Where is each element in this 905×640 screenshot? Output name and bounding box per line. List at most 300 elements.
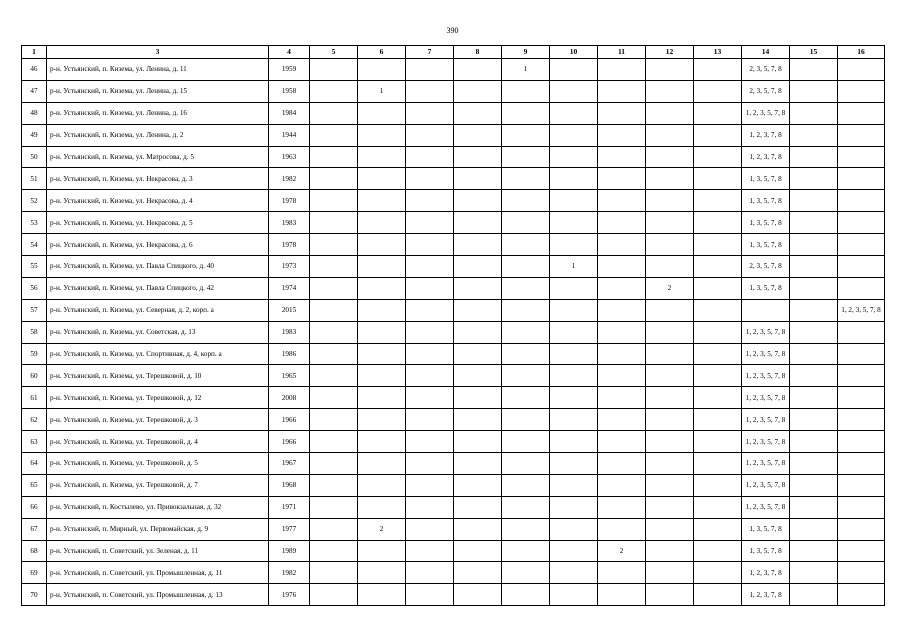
- col10-cell: [550, 584, 598, 606]
- col12-cell: [646, 584, 694, 606]
- table-row: [22, 168, 885, 190]
- col16-cell: [838, 387, 885, 409]
- table-row: [22, 124, 885, 146]
- row-number-cell: 66: [22, 496, 47, 518]
- col10-cell: 1: [550, 256, 598, 278]
- col13-cell: [694, 562, 742, 584]
- col10-cell: [550, 343, 598, 365]
- row-number-cell: 63: [22, 431, 47, 453]
- col11-cell: [598, 168, 646, 190]
- col7-cell: [406, 80, 454, 102]
- col14-cell: 1, 2, 3, 5, 7, 8: [742, 474, 790, 496]
- col14-cell: 1, 2, 3, 5, 7, 8: [742, 496, 790, 518]
- col6-cell: [358, 321, 406, 343]
- year-cell: 1971: [269, 496, 310, 518]
- col6-cell: [358, 562, 406, 584]
- col7-cell: [406, 453, 454, 475]
- col13-cell: [694, 277, 742, 299]
- table-row: [22, 146, 885, 168]
- col13-cell: [694, 496, 742, 518]
- col10-cell: [550, 453, 598, 475]
- col6-cell: [358, 540, 406, 562]
- col12-cell: [646, 387, 694, 409]
- col11-cell: [598, 496, 646, 518]
- housing-register-table: [21, 45, 885, 606]
- col6-cell: [358, 409, 406, 431]
- col15-cell: [790, 168, 838, 190]
- table-row: [22, 299, 885, 321]
- col11-cell: [598, 409, 646, 431]
- col6-cell: [358, 387, 406, 409]
- col14-cell: 1, 3, 5, 7, 8: [742, 234, 790, 256]
- col14-cell: 1, 3, 5, 7, 8: [742, 190, 790, 212]
- col12-cell: [646, 453, 694, 475]
- address-cell: р-н. Устьянский, п. Кизема, ул. Ленина, д. 2: [47, 124, 269, 146]
- address-cell: р-н. Устьянский, п. Кизема, ул. Павла Спицкого, д. 40: [47, 256, 269, 278]
- col13-cell: [694, 387, 742, 409]
- col7-cell: [406, 365, 454, 387]
- col12-cell: [646, 299, 694, 321]
- col15-cell: [790, 474, 838, 496]
- col7-cell: [406, 518, 454, 540]
- col13-cell: [694, 80, 742, 102]
- col6-cell: [358, 168, 406, 190]
- column-header: 10: [550, 46, 598, 59]
- col6-cell: [358, 212, 406, 234]
- row-number-cell: 48: [22, 102, 47, 124]
- col11-cell: [598, 584, 646, 606]
- col7-cell: [406, 277, 454, 299]
- col7-cell: [406, 496, 454, 518]
- col8-cell: [454, 540, 502, 562]
- table-row: [22, 562, 885, 584]
- col7-cell: [406, 409, 454, 431]
- col8-cell: [454, 124, 502, 146]
- col5-cell: [310, 496, 358, 518]
- col6-cell: 1: [358, 80, 406, 102]
- row-number-cell: 52: [22, 190, 47, 212]
- col8-cell: [454, 343, 502, 365]
- col11-cell: [598, 387, 646, 409]
- col9-cell: [502, 256, 550, 278]
- col7-cell: [406, 124, 454, 146]
- col16-cell: [838, 212, 885, 234]
- year-cell: 1966: [269, 409, 310, 431]
- col9-cell: [502, 190, 550, 212]
- col13-cell: [694, 431, 742, 453]
- address-cell: р-н. Устьянский, п. Кизема, ул. Ленина, д. 11: [47, 59, 269, 81]
- col14-cell: [742, 299, 790, 321]
- col5-cell: [310, 321, 358, 343]
- table-row: [22, 343, 885, 365]
- table-row: [22, 234, 885, 256]
- col8-cell: [454, 562, 502, 584]
- address-cell: р-н. Устьянский, п. Костылево, ул. Привокзальная, д. 32: [47, 496, 269, 518]
- col14-cell: 1, 2, 3, 5, 7, 8: [742, 102, 790, 124]
- table-header-row: [22, 46, 885, 59]
- col16-cell: [838, 168, 885, 190]
- col16-cell: [838, 234, 885, 256]
- address-cell: р-н. Устьянский, п. Кизема, ул. Терешковой, д. 7: [47, 474, 269, 496]
- col15-cell: [790, 102, 838, 124]
- col6-cell: [358, 365, 406, 387]
- col12-cell: 2: [646, 277, 694, 299]
- col7-cell: [406, 102, 454, 124]
- col11-cell: [598, 190, 646, 212]
- col12-cell: [646, 146, 694, 168]
- col9-cell: [502, 277, 550, 299]
- year-cell: 1967: [269, 453, 310, 475]
- col6-cell: [358, 102, 406, 124]
- col5-cell: [310, 256, 358, 278]
- col16-cell: [838, 190, 885, 212]
- col16-cell: [838, 256, 885, 278]
- col10-cell: [550, 518, 598, 540]
- address-cell: р-н. Устьянский, п. Кизема, ул. Советская, д. 13: [47, 321, 269, 343]
- col13-cell: [694, 102, 742, 124]
- col13-cell: [694, 584, 742, 606]
- col12-cell: [646, 124, 694, 146]
- col13-cell: [694, 212, 742, 234]
- col5-cell: [310, 365, 358, 387]
- col6-cell: [358, 59, 406, 81]
- col12-cell: [646, 343, 694, 365]
- year-cell: 1963: [269, 146, 310, 168]
- table-row: [22, 409, 885, 431]
- col8-cell: [454, 212, 502, 234]
- col15-cell: [790, 518, 838, 540]
- col5-cell: [310, 540, 358, 562]
- col9-cell: [502, 321, 550, 343]
- col10-cell: [550, 190, 598, 212]
- col15-cell: [790, 343, 838, 365]
- col11-cell: [598, 59, 646, 81]
- col8-cell: [454, 387, 502, 409]
- col11-cell: [598, 365, 646, 387]
- table-row: [22, 365, 885, 387]
- col10-cell: [550, 321, 598, 343]
- col9-cell: [502, 409, 550, 431]
- col7-cell: [406, 584, 454, 606]
- col15-cell: [790, 256, 838, 278]
- column-header: 1: [22, 46, 47, 59]
- col13-cell: [694, 453, 742, 475]
- col14-cell: 1, 2, 3, 5, 7, 8: [742, 409, 790, 431]
- col5-cell: [310, 102, 358, 124]
- column-header: 6: [358, 46, 406, 59]
- year-cell: 1983: [269, 212, 310, 234]
- col15-cell: [790, 562, 838, 584]
- col9-cell: [502, 474, 550, 496]
- col13-cell: [694, 299, 742, 321]
- col11-cell: 2: [598, 540, 646, 562]
- col7-cell: [406, 387, 454, 409]
- col8-cell: [454, 190, 502, 212]
- col5-cell: [310, 277, 358, 299]
- table-row: [22, 431, 885, 453]
- address-cell: р-н. Устьянский, п. Кизема, ул. Терешковой, д. 12: [47, 387, 269, 409]
- col12-cell: [646, 168, 694, 190]
- col8-cell: [454, 584, 502, 606]
- col10-cell: [550, 496, 598, 518]
- col8-cell: [454, 277, 502, 299]
- col7-cell: [406, 321, 454, 343]
- column-header: 12: [646, 46, 694, 59]
- col16-cell: [838, 562, 885, 584]
- col5-cell: [310, 124, 358, 146]
- col7-cell: [406, 146, 454, 168]
- col5-cell: [310, 562, 358, 584]
- col9-cell: [502, 124, 550, 146]
- col8-cell: [454, 474, 502, 496]
- col12-cell: [646, 409, 694, 431]
- col8-cell: [454, 431, 502, 453]
- row-number-cell: 55: [22, 256, 47, 278]
- col9-cell: [502, 518, 550, 540]
- col16-cell: [838, 102, 885, 124]
- col16-cell: [838, 453, 885, 475]
- address-cell: р-н. Устьянский, п. Советский, ул. Промышленная, д. 11: [47, 562, 269, 584]
- col5-cell: [310, 431, 358, 453]
- col14-cell: 1, 2, 3, 5, 7, 8: [742, 387, 790, 409]
- row-number-cell: 47: [22, 80, 47, 102]
- table-row: [22, 256, 885, 278]
- table-row: [22, 190, 885, 212]
- col12-cell: [646, 540, 694, 562]
- address-cell: р-н. Устьянский, п. Кизема, ул. Некрасова, д. 5: [47, 212, 269, 234]
- year-cell: 2015: [269, 299, 310, 321]
- year-cell: 1982: [269, 562, 310, 584]
- col10-cell: [550, 124, 598, 146]
- col13-cell: [694, 59, 742, 81]
- col9-cell: [502, 540, 550, 562]
- year-cell: 1958: [269, 80, 310, 102]
- address-cell: р-н. Устьянский, п. Кизема, ул. Павла Спицкого, д. 42: [47, 277, 269, 299]
- col10-cell: [550, 409, 598, 431]
- col15-cell: [790, 409, 838, 431]
- col8-cell: [454, 102, 502, 124]
- col6-cell: [358, 474, 406, 496]
- col8-cell: [454, 146, 502, 168]
- col8-cell: [454, 299, 502, 321]
- col5-cell: [310, 474, 358, 496]
- row-number-cell: 61: [22, 387, 47, 409]
- col12-cell: [646, 234, 694, 256]
- year-cell: 1966: [269, 431, 310, 453]
- col16-cell: [838, 59, 885, 81]
- col11-cell: [598, 562, 646, 584]
- year-cell: 1978: [269, 190, 310, 212]
- col11-cell: [598, 321, 646, 343]
- col12-cell: [646, 321, 694, 343]
- year-cell: 1968: [269, 474, 310, 496]
- col10-cell: [550, 212, 598, 234]
- year-cell: 1976: [269, 584, 310, 606]
- col12-cell: [646, 496, 694, 518]
- col14-cell: 1, 3, 5, 7, 8: [742, 212, 790, 234]
- column-header: 5: [310, 46, 358, 59]
- row-number-cell: 67: [22, 518, 47, 540]
- col10-cell: [550, 431, 598, 453]
- col9-cell: [502, 102, 550, 124]
- col16-cell: [838, 80, 885, 102]
- row-number-cell: 49: [22, 124, 47, 146]
- col12-cell: [646, 518, 694, 540]
- col7-cell: [406, 212, 454, 234]
- col12-cell: [646, 59, 694, 81]
- col10-cell: [550, 540, 598, 562]
- col12-cell: [646, 212, 694, 234]
- col13-cell: [694, 168, 742, 190]
- year-cell: 1944: [269, 124, 310, 146]
- table-row: [22, 584, 885, 606]
- col7-cell: [406, 562, 454, 584]
- col8-cell: [454, 518, 502, 540]
- col14-cell: 1, 3, 5, 7, 8: [742, 540, 790, 562]
- col7-cell: [406, 190, 454, 212]
- table-row: [22, 321, 885, 343]
- col13-cell: [694, 540, 742, 562]
- col9-cell: [502, 562, 550, 584]
- col7-cell: [406, 234, 454, 256]
- address-cell: р-н. Устьянский, п. Кизема, ул. Некрасова, д. 4: [47, 190, 269, 212]
- col6-cell: [358, 343, 406, 365]
- year-cell: 1986: [269, 343, 310, 365]
- col12-cell: [646, 256, 694, 278]
- col8-cell: [454, 321, 502, 343]
- col5-cell: [310, 59, 358, 81]
- table-row: [22, 277, 885, 299]
- col16-cell: [838, 584, 885, 606]
- col10-cell: [550, 474, 598, 496]
- col12-cell: [646, 102, 694, 124]
- row-number-cell: 69: [22, 562, 47, 584]
- col9-cell: [502, 80, 550, 102]
- col12-cell: [646, 431, 694, 453]
- col11-cell: [598, 256, 646, 278]
- col7-cell: [406, 431, 454, 453]
- col15-cell: [790, 277, 838, 299]
- address-cell: р-н. Устьянский, п. Кизема, ул. Терешковой, д. 5: [47, 453, 269, 475]
- col11-cell: [598, 474, 646, 496]
- col15-cell: [790, 496, 838, 518]
- col16-cell: [838, 474, 885, 496]
- col11-cell: [598, 431, 646, 453]
- col14-cell: 2, 3, 5, 7, 8: [742, 59, 790, 81]
- col12-cell: [646, 474, 694, 496]
- col11-cell: [598, 212, 646, 234]
- col13-cell: [694, 474, 742, 496]
- column-header: 16: [838, 46, 885, 59]
- col13-cell: [694, 409, 742, 431]
- col15-cell: [790, 431, 838, 453]
- year-cell: 1982: [269, 168, 310, 190]
- col14-cell: 2, 3, 5, 7, 8: [742, 80, 790, 102]
- col13-cell: [694, 518, 742, 540]
- col10-cell: [550, 277, 598, 299]
- col16-cell: [838, 321, 885, 343]
- col5-cell: [310, 343, 358, 365]
- col9-cell: [502, 168, 550, 190]
- col6-cell: 2: [358, 518, 406, 540]
- col7-cell: [406, 540, 454, 562]
- col11-cell: [598, 146, 646, 168]
- col14-cell: 1, 2, 3, 7, 8: [742, 146, 790, 168]
- col13-cell: [694, 124, 742, 146]
- col9-cell: [502, 453, 550, 475]
- row-number-cell: 60: [22, 365, 47, 387]
- col7-cell: [406, 474, 454, 496]
- col8-cell: [454, 496, 502, 518]
- col7-cell: [406, 299, 454, 321]
- col5-cell: [310, 299, 358, 321]
- col8-cell: [454, 409, 502, 431]
- col12-cell: [646, 80, 694, 102]
- col9-cell: 1: [502, 59, 550, 81]
- col11-cell: [598, 343, 646, 365]
- col14-cell: 1, 2, 3, 7, 8: [742, 124, 790, 146]
- year-cell: 1973: [269, 256, 310, 278]
- col9-cell: [502, 496, 550, 518]
- col8-cell: [454, 168, 502, 190]
- col11-cell: [598, 124, 646, 146]
- row-number-cell: 65: [22, 474, 47, 496]
- col14-cell: 1, 3, 5, 7, 8: [742, 518, 790, 540]
- col16-cell: [838, 496, 885, 518]
- col9-cell: [502, 431, 550, 453]
- col14-cell: 1, 3, 5, 7, 8: [742, 277, 790, 299]
- row-number-cell: 70: [22, 584, 47, 606]
- year-cell: 2008: [269, 387, 310, 409]
- col14-cell: 1, 2, 3, 5, 7, 8: [742, 453, 790, 475]
- col16-cell: [838, 343, 885, 365]
- year-cell: 1959: [269, 59, 310, 81]
- col16-cell: [838, 365, 885, 387]
- col10-cell: [550, 562, 598, 584]
- col11-cell: [598, 234, 646, 256]
- col16-cell: [838, 518, 885, 540]
- col7-cell: [406, 343, 454, 365]
- table-row: [22, 59, 885, 81]
- col14-cell: 1, 3, 5, 7, 8: [742, 168, 790, 190]
- col14-cell: 1, 2, 3, 7, 8: [742, 562, 790, 584]
- col8-cell: [454, 234, 502, 256]
- col14-cell: 1, 2, 3, 5, 7, 8: [742, 343, 790, 365]
- column-header: 8: [454, 46, 502, 59]
- col5-cell: [310, 190, 358, 212]
- col9-cell: [502, 212, 550, 234]
- year-cell: 1978: [269, 234, 310, 256]
- row-number-cell: 51: [22, 168, 47, 190]
- table-row: [22, 518, 885, 540]
- row-number-cell: 53: [22, 212, 47, 234]
- col8-cell: [454, 256, 502, 278]
- col12-cell: [646, 365, 694, 387]
- col5-cell: [310, 168, 358, 190]
- col10-cell: [550, 102, 598, 124]
- address-cell: р-н. Устьянский, п. Кизема, ул. Спортивная, д. 4, корп. а: [47, 343, 269, 365]
- column-header: 14: [742, 46, 790, 59]
- address-cell: р-н. Устьянский, п. Мирный, ул. Первомайская, д. 9: [47, 518, 269, 540]
- col6-cell: [358, 431, 406, 453]
- col6-cell: [358, 277, 406, 299]
- col8-cell: [454, 365, 502, 387]
- col9-cell: [502, 584, 550, 606]
- col6-cell: [358, 299, 406, 321]
- table-body: [22, 59, 885, 606]
- col6-cell: [358, 146, 406, 168]
- address-cell: р-н. Устьянский, п. Кизема, ул. Ленина, д. 16: [47, 102, 269, 124]
